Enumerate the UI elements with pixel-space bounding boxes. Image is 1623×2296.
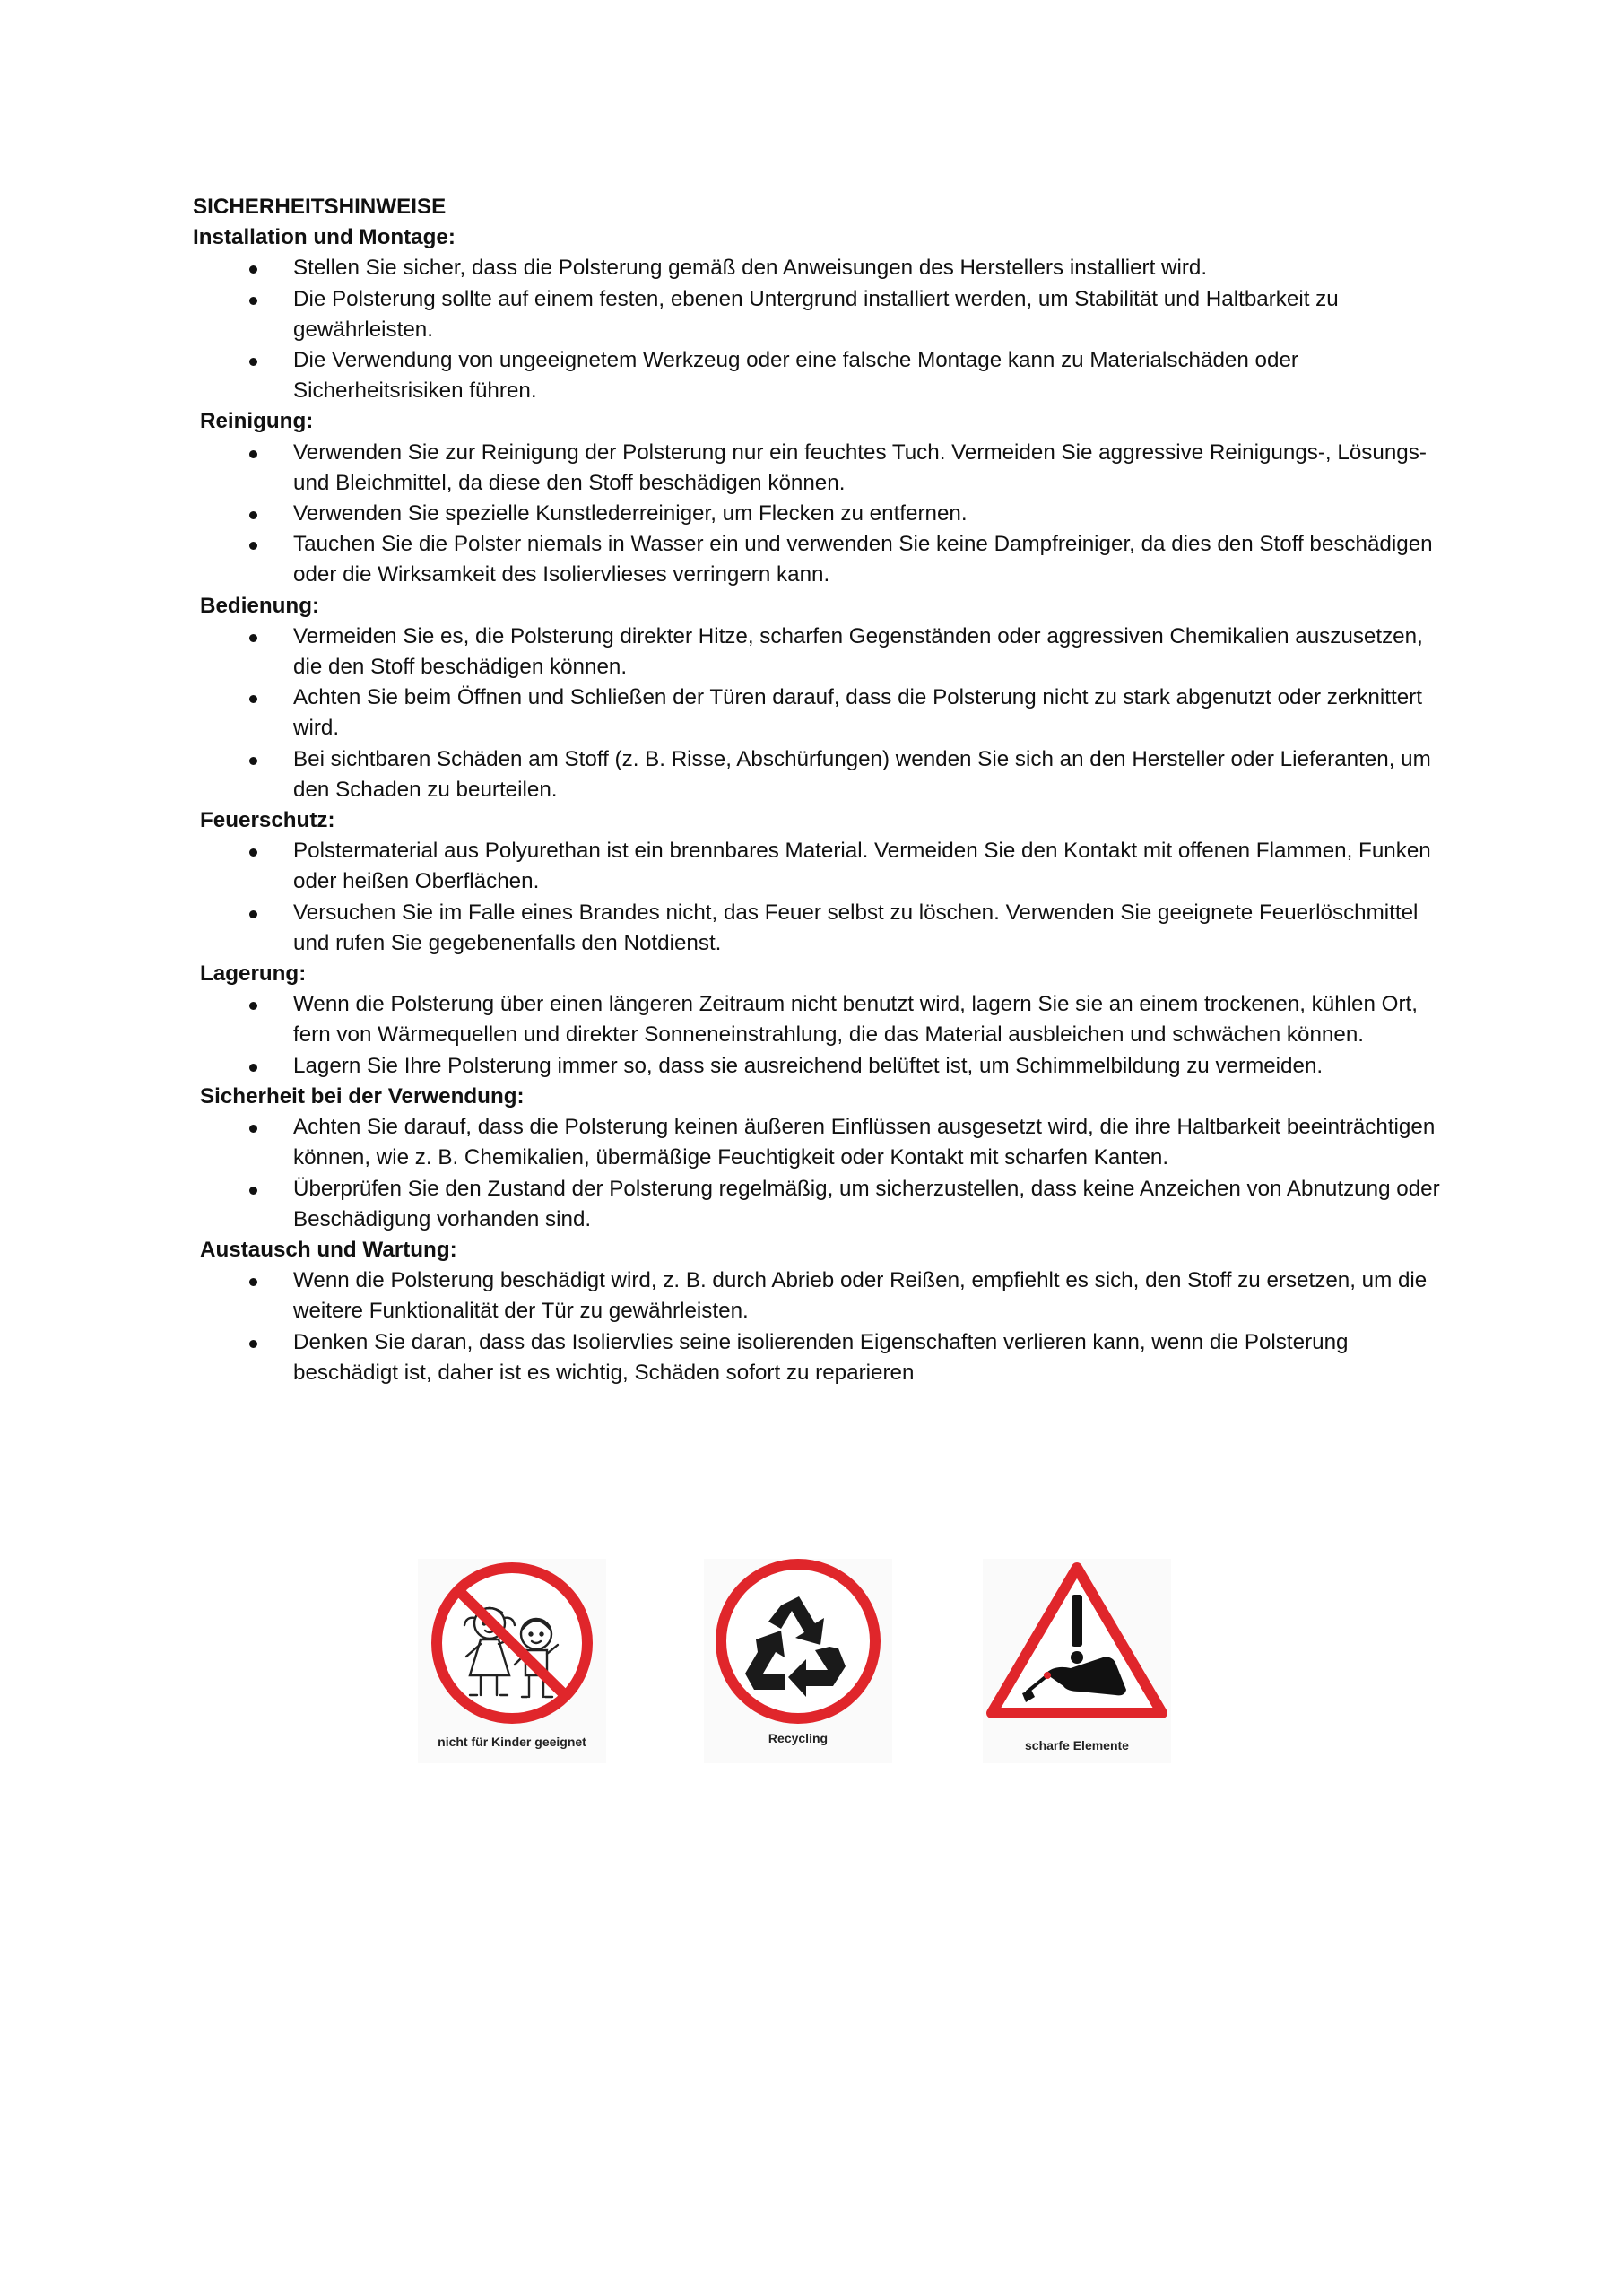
bullet-list: [193, 1112, 1448, 1235]
list-item: [193, 438, 1448, 499]
list-item-text: Die Verwendung von ungeeignetem Werkzeug oder eine falsche Montage kann zu Materialschäden oder Sicherheitsrisiken führen.: [293, 348, 1298, 404]
sign-recycling: [704, 1559, 892, 1763]
list-item: [193, 499, 1448, 529]
bullet-icon: [249, 265, 257, 274]
list-item-text: Versuchen Sie im Falle eines Brandes nicht, das Feuer selbst zu löschen. Verwenden Sie geeignete Feuerlöschmittel und rufen Sie gegebenenfalls den Notdienst.: [293, 900, 1419, 955]
bullet-icon: [249, 1125, 257, 1133]
section-heading: Austausch und Wartung:: [200, 1237, 457, 1262]
list-item-text: Verwenden Sie spezielle Kunstlederreiniger, um Flecken zu entfernen.: [293, 501, 968, 526]
bullet-icon: [249, 358, 257, 366]
list-item-text: Überprüfen Sie den Zustand der Polsterung regelmäßig, um sicherzustellen, dass keine Anzeichen von Abnutzung oder Beschädigung vorhanden sind.: [293, 1176, 1440, 1231]
section-heading: Bedienung:: [200, 593, 320, 618]
bullet-icon: [249, 1278, 257, 1286]
bullet-icon: [249, 1340, 257, 1348]
sign-caption: Recycling: [768, 1731, 829, 1745]
list-item-text: Verwenden Sie zur Reinigung der Polsterung nur ein feuchtes Tuch. Vermeiden Sie aggressive Reinigungs-, Lösungs- und Bleichmittel, da diese den Stoff beschädigen können.: [293, 439, 1427, 495]
list-item: [193, 744, 1448, 805]
section-bedienung: [193, 591, 1448, 805]
list-item-text: Lagern Sie Ihre Polsterung immer so, dass sie ausreichend belüftet ist, um Schimmelbildung zu vermeiden.: [293, 1053, 1324, 1078]
list-item: [193, 1327, 1448, 1388]
list-item-text: Wenn die Polsterung über einen längeren Zeitraum nicht benutzt wird, lagern Sie sie an einem trockenen, kühlen Ort, fern von Wärmequellen und direkter Sonneneinstrahlung, die das Material ausbleichen und schwächen können.: [293, 992, 1418, 1048]
bullet-list: [193, 1265, 1448, 1388]
list-item-text: Stellen Sie sicher, dass die Polsterung gemäß den Anweisungen des Herstellers installiert wird.: [293, 256, 1208, 281]
bullet-icon: [249, 848, 257, 857]
section-reinigung: [193, 406, 1448, 590]
bullet-icon: [249, 910, 257, 918]
section-heading: Reinigung:: [200, 409, 314, 434]
bullet-icon: [249, 511, 257, 519]
bullet-icon: [249, 542, 257, 550]
section-sicherheit-verwendung: [193, 1082, 1448, 1235]
list-item-text: Denken Sie daran, dass das Isoliervlies seine isolierenden Eigenschaften verlieren kann, wenn die Polsterung beschädigt ist, daher ist es wichtig, Schäden sofort zu reparieren: [293, 1329, 1349, 1385]
no-children-icon: [418, 1559, 606, 1729]
bullet-list: [193, 836, 1448, 959]
sign-caption: nicht für Kinder geeignet: [438, 1735, 586, 1749]
list-item: [193, 683, 1448, 744]
bullet-list: [193, 989, 1448, 1082]
bullet-icon: [249, 1002, 257, 1010]
bullet-icon: [249, 1187, 257, 1195]
safety-signs-row: [0, 1559, 1623, 1765]
sign-caption: scharfe Elemente: [1025, 1738, 1129, 1752]
list-item-text: Vermeiden Sie es, die Polsterung direkter Hitze, scharfen Gegenständen oder aggressiven Chemikalien auszusetzen, die den Stoff beschädigen können.: [293, 623, 1423, 680]
list-item: [193, 529, 1448, 590]
list-item: [193, 253, 1448, 283]
list-item: [193, 898, 1448, 959]
bullet-icon: [249, 695, 257, 703]
list-item: [193, 284, 1448, 345]
list-item-text: Achten Sie beim Öffnen und Schließen der Türen darauf, dass die Polsterung nicht zu stark abgenutzt oder zerknittert wird.: [293, 685, 1422, 741]
document-title: SICHERHEITSHINWEISE: [193, 195, 447, 219]
bullet-list: [193, 438, 1448, 591]
list-item-text: Polstermaterial aus Polyurethan ist ein brennbares Material. Vermeiden Sie den Kontakt mit offenen Flammen, Funken oder heißen Oberflächen.: [293, 839, 1431, 894]
list-item-text: Tauchen Sie die Polster niemals in Wasser ein und verwenden Sie keine Dampfreiniger, da dies den Stoff beschädigen oder die Wirksamkeit des Isoliervlieses verringern kann.: [293, 532, 1433, 587]
list-item: [193, 836, 1448, 897]
list-item-text: Bei sichtbaren Schäden am Stoff (z. B. Risse, Abschürfungen) wenden Sie sich an den Hersteller oder Lieferanten, um den Schaden zu beurteilen.: [293, 746, 1431, 802]
section-feuerschutz: [193, 805, 1448, 959]
document-body: [193, 192, 1448, 1388]
bullet-icon: [249, 634, 257, 642]
bullet-icon: [249, 450, 257, 458]
section-heading: Feuerschutz:: [200, 808, 335, 833]
bullet-icon: [249, 757, 257, 765]
list-item: [193, 345, 1448, 406]
bullet-list: [193, 622, 1448, 805]
section-lagerung: [193, 959, 1448, 1082]
recycling-icon: [704, 1559, 892, 1729]
section-austausch-wartung: [193, 1235, 1448, 1388]
sharp-elements-warning-icon: [983, 1559, 1171, 1738]
list-item: [193, 1051, 1448, 1082]
list-item: [193, 1112, 1448, 1173]
section-heading: Installation und Montage:: [193, 225, 456, 250]
sign-no-children: [418, 1559, 606, 1763]
section-heading: Lagerung:: [200, 961, 307, 987]
list-item-text: Die Polsterung sollte auf einem festen, ebenen Untergrund installiert werden, um Stabilität und Haltbarkeit zu gewährleisten.: [293, 286, 1339, 342]
section-heading: Sicherheit bei der Verwendung:: [200, 1083, 525, 1109]
list-item-text: Achten Sie darauf, dass die Polsterung keinen äußeren Einflüssen ausgesetzt wird, die ihre Haltbarkeit beeinträchtigen können, wie z. B. Chemikalien, übermäßige Feuchtigkeit oder Kontakt mit scharfen Kanten.: [293, 1115, 1436, 1170]
list-item: [193, 1265, 1448, 1326]
bullet-icon: [249, 297, 257, 305]
list-item-text: Wenn die Polsterung beschädigt wird, z. B. durch Abrieb oder Reißen, empfiehlt es sich, den Stoff zu ersetzen, um die weitere Funktionalität der Tür zu gewährleisten.: [293, 1268, 1428, 1324]
bullet-list: [193, 253, 1448, 406]
sign-sharp-elements: [983, 1559, 1171, 1763]
section-installation: [193, 222, 1448, 406]
bullet-icon: [249, 1064, 257, 1072]
list-item: [193, 622, 1448, 683]
list-item: [193, 1174, 1448, 1235]
list-item: [193, 989, 1448, 1050]
